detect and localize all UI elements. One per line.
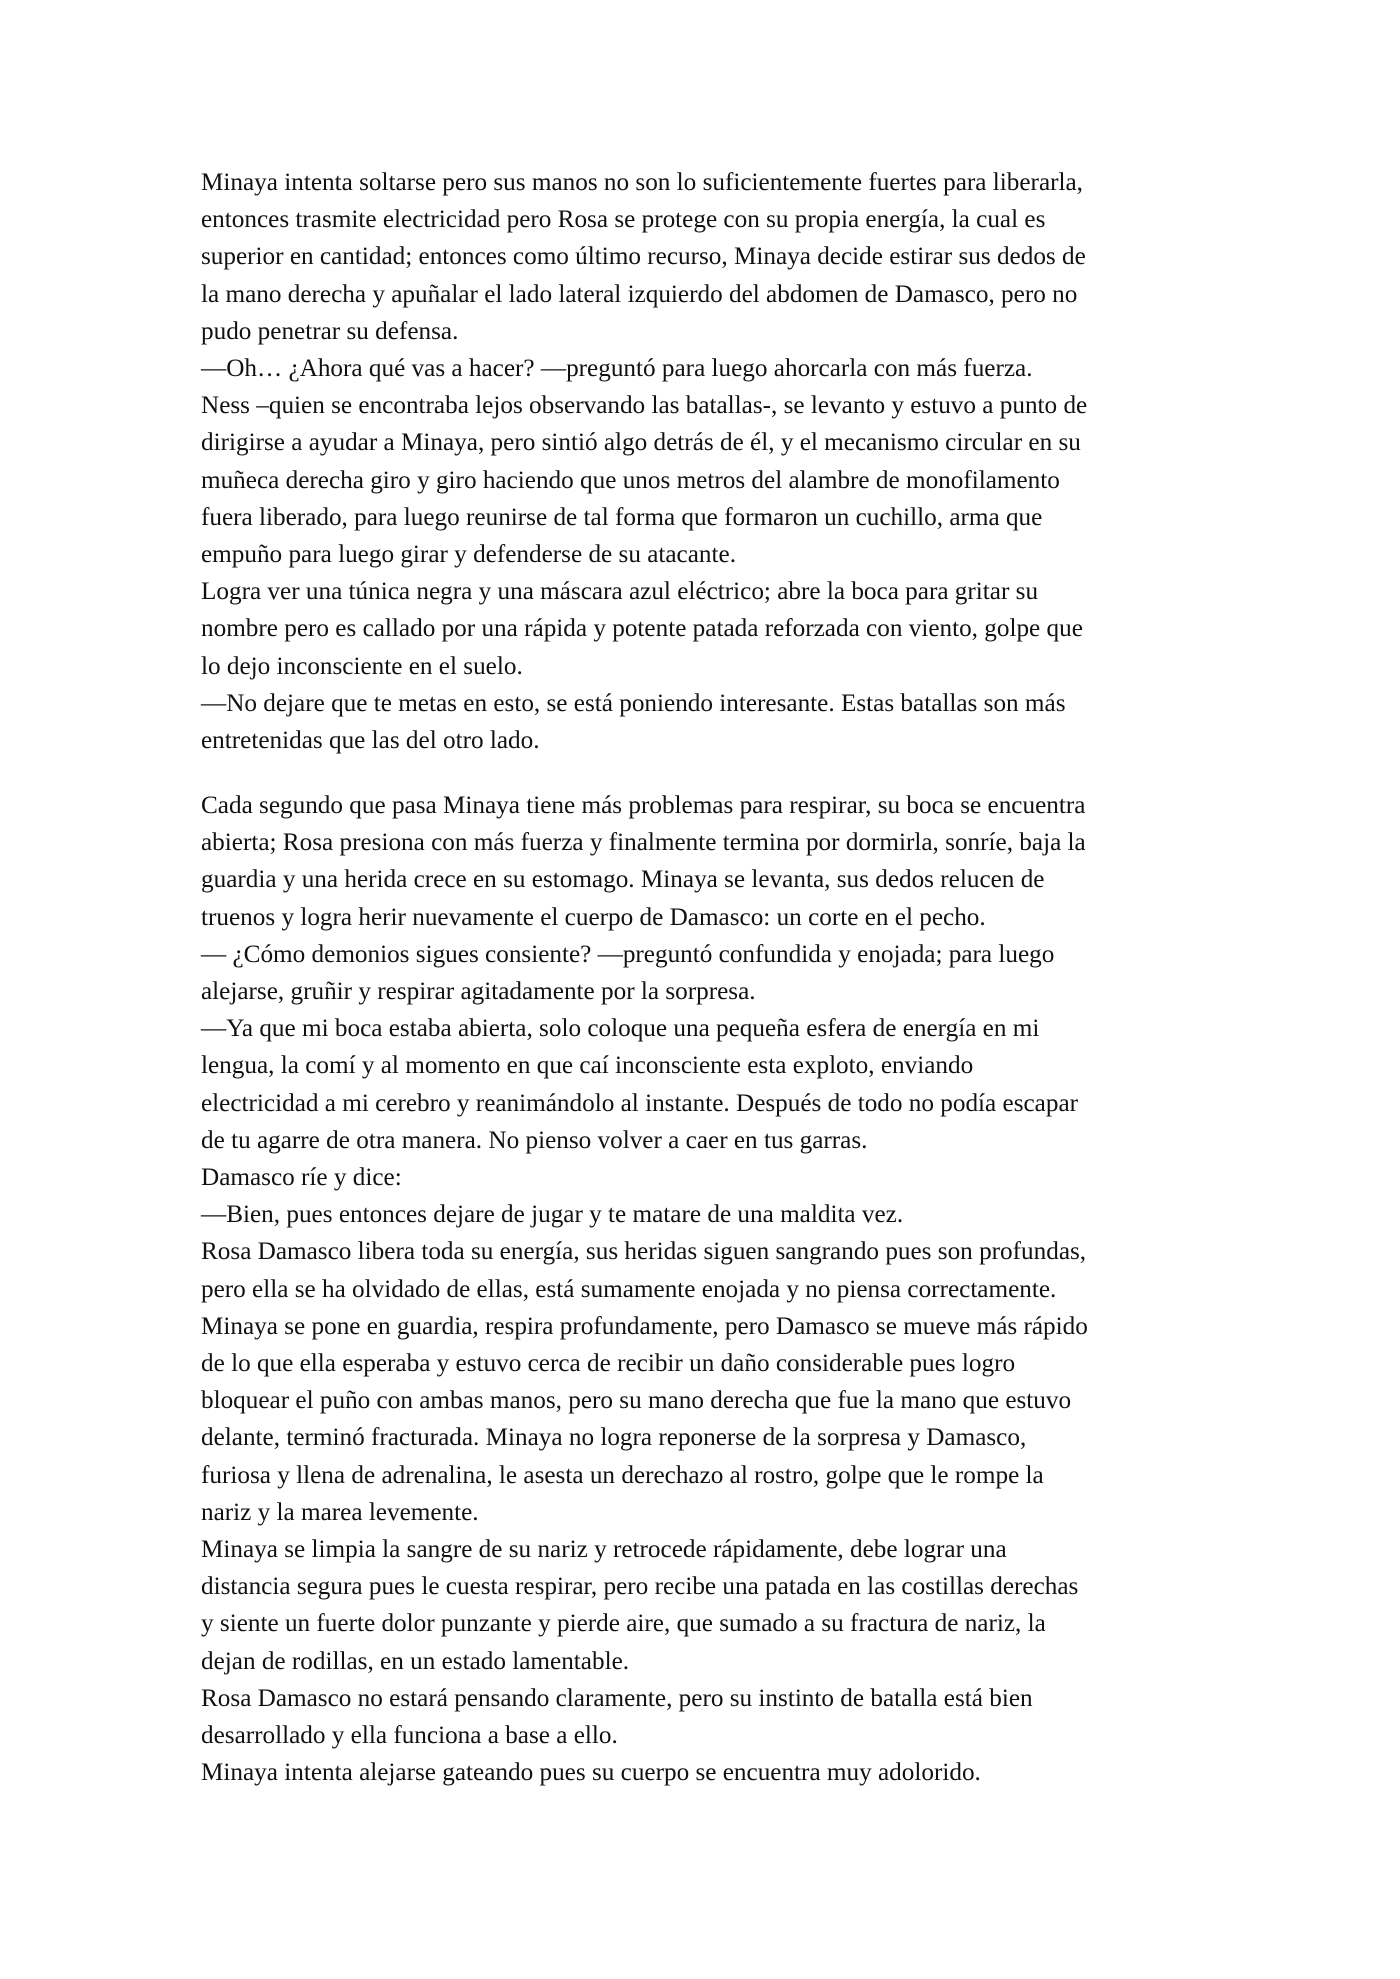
text-line: la mano derecha y apuñalar el lado lateral izquierdo del abdomen de Damasco, pero no — [201, 280, 1078, 308]
text-line: Cada segundo que pasa Minaya tiene más problemas para respirar, su boca se encuentra — [201, 792, 1086, 819]
text-line: entonces trasmite electricidad pero Rosa se protege con su propia energía, la cual es — [201, 206, 1046, 234]
text-line: Minaya se pone en guardia, respira profundamente, pero Damasco se mueve más rápido — [201, 1312, 1088, 1340]
text-line: entretenidas que las del otro lado. — [201, 727, 540, 755]
text-line: dirigirse a ayudar a Minaya, pero sintió algo detrás de él, y el mecanismo circular en su — [201, 429, 1081, 457]
text-line: Rosa Damasco libera toda su energía, sus heridas siguen sangrando pues son profundas, — [201, 1238, 1087, 1266]
dialogue-line: —Ya que mi boca estaba abierta, solo coloque una pequeña esfera de energía en mi — [201, 1015, 1040, 1043]
text-line: truenos y logra herir nuevamente el cuerpo de Damasco: un corte en el pecho. — [201, 903, 986, 931]
text-line: nombre pero es callado por una rápida y potente patada reforzada con viento, golpe que — [201, 615, 1083, 643]
text-line: alejarse, gruñir y respirar agitadamente por la sorpresa. — [201, 978, 756, 1006]
dialogue-line: —Oh… ¿Ahora qué vas a hacer? —preguntó para luego ahorcarla con más fuerza. — [201, 355, 1033, 383]
text-line: lengua, la comí y al momento en que caí inconsciente esta exploto, enviando — [201, 1052, 974, 1080]
text-line: dejan de rodillas, en un estado lamentable. — [201, 1647, 630, 1675]
text-line: nariz y la marea levemente. — [201, 1498, 479, 1526]
text-line: muñeca derecha giro y giro haciendo que unos metros del alambre de monofilamento — [201, 466, 1060, 494]
text-line: Rosa Damasco no estará pensando claramente, pero su instinto de batalla está bien — [201, 1684, 1033, 1712]
text-line: Logra ver una túnica negra y una máscara azul eléctrico; abre la boca para gritar su — [201, 578, 1039, 606]
paragraph-block-1 — [201, 164, 1211, 759]
text-line: distancia segura pues le cuesta respirar, pero recibe una patada en las costillas derechas — [201, 1573, 1079, 1601]
text-line: fuera liberado, para luego reunirse de tal forma que formaron un cuchillo, arma que — [201, 503, 1043, 531]
text-line: delante, terminó fracturada. Minaya no logra reponerse de la sorpresa y Damasco, — [201, 1424, 1027, 1452]
dialogue-line: — ¿Cómo demonios sigues consiente? —preguntó confundida y enojada; para luego — [201, 940, 1055, 968]
text-line: lo dejo inconsciente en el suelo. — [201, 652, 523, 680]
text-line: de tu agarre de otra manera. No pienso volver a caer en tus garras. — [201, 1126, 868, 1154]
text-line: empuño para luego girar y defenderse de su atacante. — [201, 541, 736, 569]
text-line: Damasco ríe y dice: — [201, 1164, 402, 1192]
paragraph-block-2 — [201, 787, 1211, 1791]
text-line: Minaya intenta alejarse gateando pues su cuerpo se encuentra muy adolorido. — [201, 1759, 981, 1787]
text-line: pudo penetrar su defensa. — [201, 317, 459, 345]
text-line: Minaya intenta soltarse pero sus manos no son lo suficientemente fuertes para liberarla, — [201, 169, 1083, 196]
text-line: pero ella se ha olvidado de ellas, está sumamente enojada y no piensa correctamente. — [201, 1275, 1057, 1303]
text-line: Minaya se limpia la sangre de su nariz y retrocede rápidamente, debe lograr una — [201, 1536, 1007, 1564]
dialogue-line: —No dejare que te metas en esto, se está poniendo interesante. Estas batallas son más — [201, 689, 1066, 717]
text-line: Ness –quien se encontraba lejos observando las batallas-, se levanto y estuvo a punto de — [201, 392, 1088, 420]
text-line: desarrollado y ella funciona a base a ello. — [201, 1722, 618, 1750]
text-line: bloquear el puño con ambas manos, pero su mano derecha que fue la mano que estuvo — [201, 1387, 1072, 1415]
text-line: electricidad a mi cerebro y reanimándolo al instante. Después de todo no podía escapar — [201, 1089, 1079, 1117]
text-line: de lo que ella esperaba y estuvo cerca de recibir un daño considerable pues logro — [201, 1350, 1016, 1378]
text-line: furiosa y llena de adrenalina, le asesta un derechazo al rostro, golpe que le rompe la — [201, 1461, 1044, 1489]
text-line: abierta; Rosa presiona con más fuerza y finalmente termina por dormirla, sonríe, baja la — [201, 829, 1086, 857]
text-line: guardia y una herida crece en su estomago. Minaya se levanta, sus dedos relucen de — [201, 866, 1045, 894]
text-line: y siente un fuerte dolor punzante y pierde aire, que sumado a su fractura de nariz, la — [201, 1610, 1046, 1638]
text-line: superior en cantidad; entonces como último recurso, Minaya decide estirar sus dedos de — [201, 243, 1086, 271]
dialogue-line: —Bien, pues entonces dejare de jugar y te matare de una maldita vez. — [201, 1201, 904, 1229]
